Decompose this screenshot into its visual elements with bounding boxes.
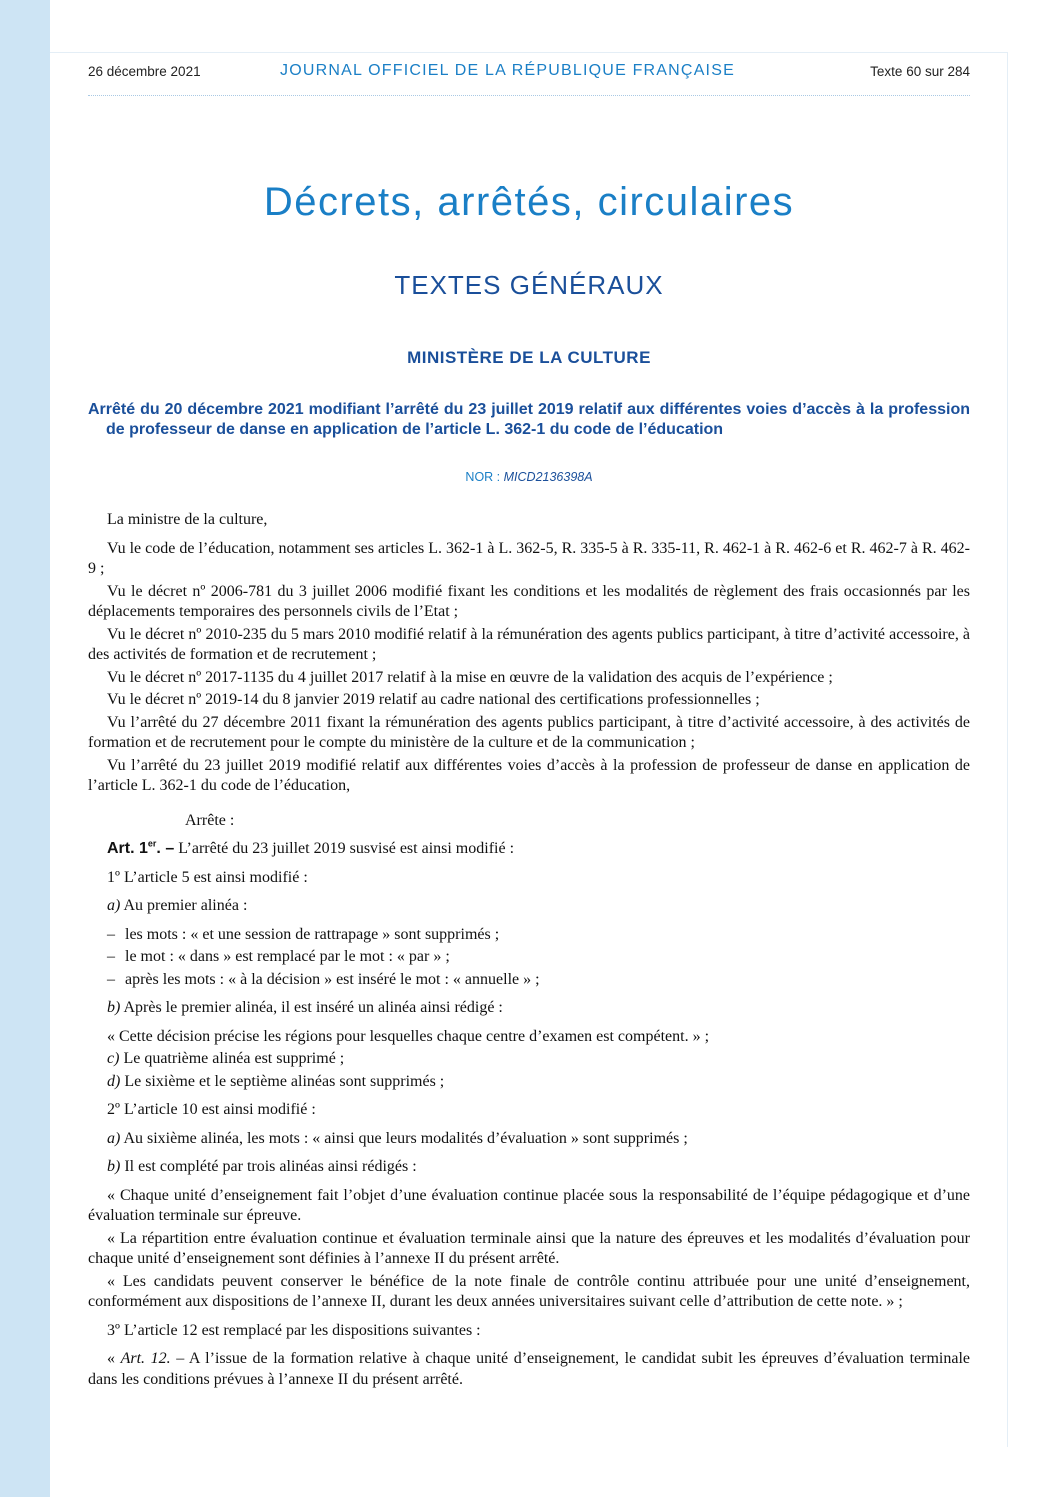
preamble-visa: Vu le décret nº 2019-14 du 8 janvier 2019 relatif au cadre national des certifications professionnelles ; (107, 691, 760, 708)
preamble-visa: Vu le décret nº 2006-781 du 3 juillet 2006 modifié fixant les conditions et les modalités de règlement des frais occasionnés par les déplacements temporaires des personnels civils de l’Etat ; (88, 582, 970, 620)
preamble-minister: La ministre de la culture, (107, 511, 268, 528)
item-2-b: b) Il est complété par trois alinéas ainsi rédigés : (107, 1158, 417, 1175)
nor-reference (0, 470, 1058, 484)
item-1-dash: – le mot : « dans » est remplacé par le mot : « par » ; (107, 948, 450, 965)
item-1-dash: – après les mots : « à la décision » est inséré le mot : « annuelle » ; (107, 970, 540, 988)
header-date: 26 décembre 2021 (88, 64, 201, 79)
nor-code: MICD2136398A (503, 470, 593, 484)
item-1-b: b) Après le premier alinéa, il est inséré un alinéa ainsi rédigé : (107, 999, 503, 1016)
item-1-dash: – les mots : « et une session de rattrapage » sont supprimés ; (107, 925, 500, 943)
item-3-article-12: « Art. 12. – A l’issue de la formation relative à chaque unité d’enseignement, le candidat subit les épreuves d’évaluation terminale dans les conditions prévues à l’annexe II du présent arrêté. (88, 1350, 971, 1388)
item-2-quote: « La répartition entre évaluation continue et évaluation terminale ainsi que la nature des épreuves et les modalités d’évaluation pour chaque unité d’enseignement sont définies à l’annexe II du présent arrêté. (88, 1229, 970, 1267)
item-2-intro: 2º L’article 10 est ainsi modifié : (107, 1101, 316, 1118)
section-title: TEXTES GÉNÉRAUX (394, 270, 664, 300)
header-divider (88, 95, 970, 96)
item-2-quote: « Les candidats peuvent conserver le bénéfice de la note finale de contrôle continu attribuée pour une unité d’enseignement, conformément aux dispositions de l’annexe II, durant les deux années universitaires suivant celle d’attribution de cette note. » ; (88, 1272, 970, 1310)
preamble-visa: Vu l’arrêté du 23 juillet 2019 modifié relatif aux différentes voies d’accès à la profession de professeur de danse en application de l’article L. 362-1 du code de l’éducation, (88, 756, 970, 794)
preamble-visa: Vu le décret nº 2017-1135 du 4 juillet 2017 relatif à la mise en œuvre de la validation des acquis de l’expérience ; (107, 668, 833, 686)
item-2-quote: « Chaque unité d’enseignement fait l’objet d’une évaluation continue placée sous la responsabilité de l’équipe pédagogique et d’une évaluation terminale sur épreuve. (88, 1186, 970, 1224)
arrete-verb: Arrête : (185, 811, 235, 829)
item-2-a: a) Au sixième alinéa, les mots : « ainsi que leurs modalités d’évaluation » sont supprimés ; (107, 1129, 688, 1147)
decree-title-text: Arrêté du 20 décembre 2021 modifiant l’arrêté du 23 juillet 2019 relatif aux différentes voies d’accès à la profession de professeur de danse en application de l’article L. 362-1 du code de l’éducation (88, 401, 970, 438)
preamble-visa: Vu l’arrêté du 27 décembre 2011 fixant la rémunération des agents publics participant, à titre d’activité accessoire, à des activités de formation et de recrutement pour le compte du ministère de la culture et de la communication ; (88, 713, 970, 751)
ministry-title: MINISTÈRE DE LA CULTURE (407, 348, 651, 367)
decree-title (88, 400, 970, 440)
item-1-d: d) Le sixième et le septième alinéas sont supprimés ; (107, 1072, 445, 1090)
main-title: Décrets, arrêtés, circulaires (263, 180, 795, 224)
preamble-visa: Vu le code de l’éducation, notamment ses articles L. 362-1 à L. 362-5, R. 335-5 à R. 335-11, R. 462-1 à R. 462-6 et R. 462-7 à R. 462-9 ; (88, 539, 970, 577)
item-1-intro: 1º L’article 5 est ainsi modifié : (107, 868, 308, 886)
header-text-number: Texte 60 sur 284 (870, 64, 970, 79)
item-3-intro: 3º L’article 12 est remplacé par les dispositions suivantes : (107, 1321, 481, 1339)
article-1 (88, 839, 970, 860)
header-journal-name: JOURNAL OFFICIEL DE LA RÉPUBLIQUE FRANÇAISE (280, 62, 735, 79)
preamble-visa: Vu le décret nº 2010-235 du 5 mars 2010 modifié relatif à la rémunération des agents publics participant, à titre d’activité accessoire, à des activités de formation et de recrutement ; (88, 625, 970, 663)
page-header (88, 62, 970, 84)
nor-label: NOR : (465, 470, 504, 484)
item-1-a: a) Au premier alinéa : (107, 897, 248, 914)
item-1-quote: « Cette décision précise les régions pour lesquelles chaque centre d’examen est compétent. » ; (107, 1027, 710, 1045)
document-body (88, 510, 970, 1392)
article-1-label: Art. 1er. – (107, 838, 175, 857)
item-1-c: c) Le quatrième alinéa est supprimé ; (107, 1050, 345, 1067)
article-1-text: L’arrêté du 23 juillet 2019 susvisé est ainsi modifié : (178, 840, 515, 857)
